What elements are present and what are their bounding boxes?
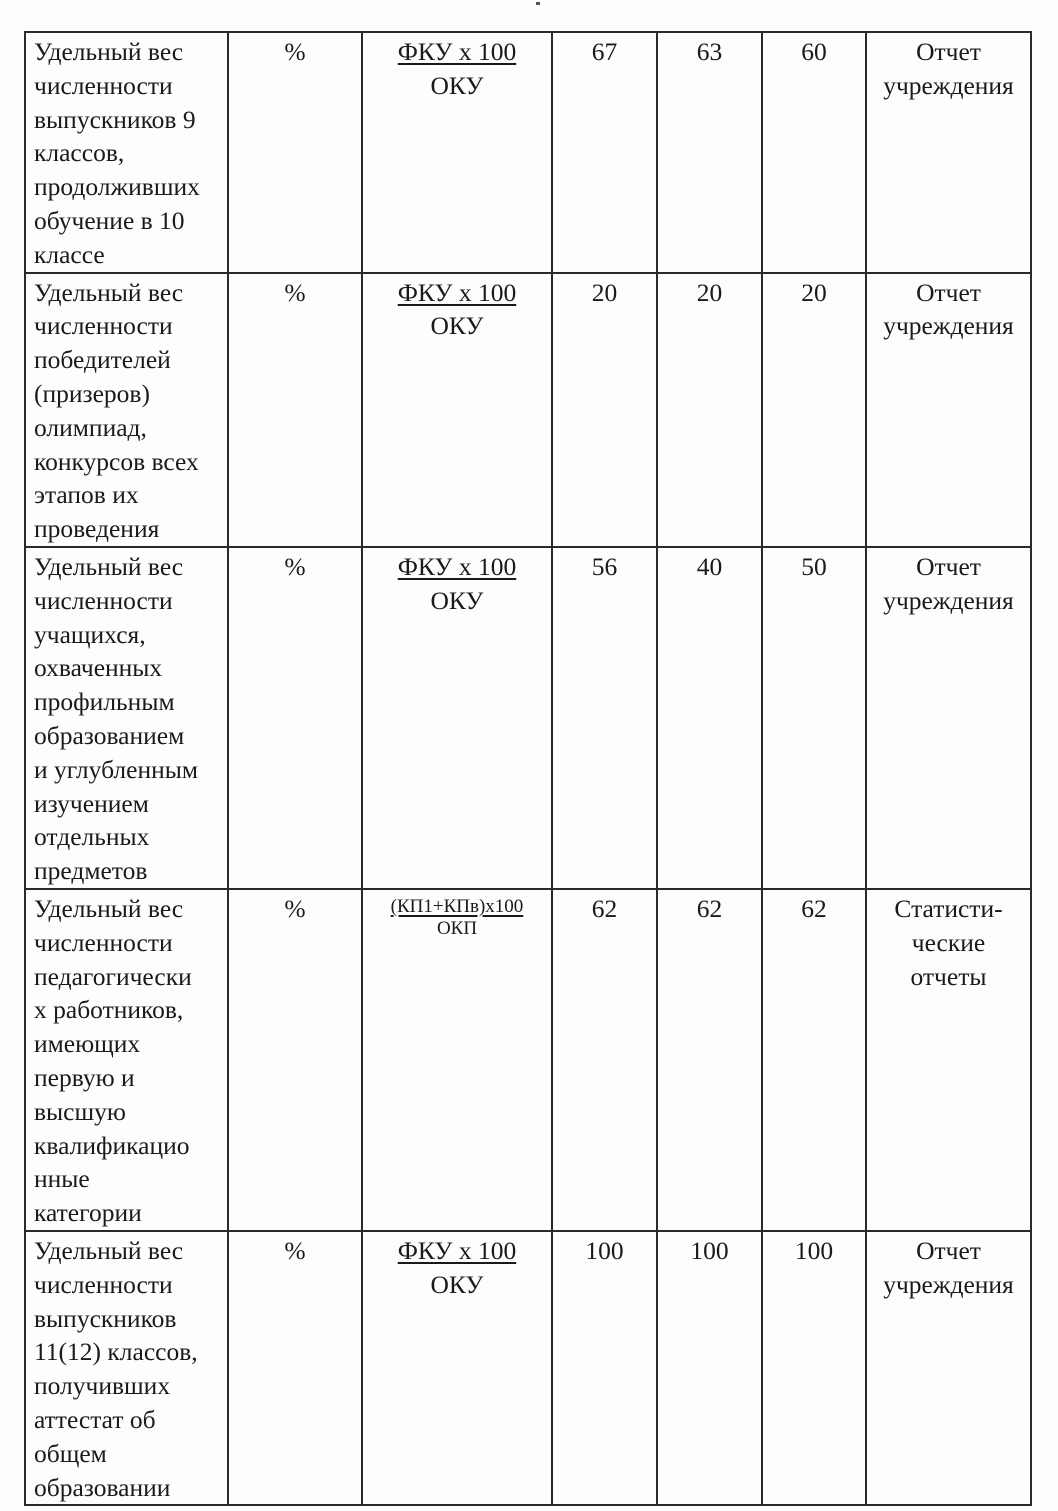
value-cell-2: 20 — [657, 273, 762, 547]
value-cell-1: 100 — [552, 1231, 657, 1505]
formula-denominator: ОКУ — [430, 585, 484, 615]
source-cell: Отчет учреждения — [866, 32, 1031, 273]
source-cell: Статисти- ческие отчеты — [866, 889, 1031, 1231]
value-cell-1: 67 — [552, 32, 657, 273]
table-row — [25, 1231, 1031, 1505]
formula-denominator: ОКП — [436, 917, 478, 939]
formula-cell — [362, 273, 552, 547]
value-cell-1: 62 — [552, 889, 657, 1231]
formula-cell — [362, 1231, 552, 1505]
value-cell-1: 20 — [552, 273, 657, 547]
indicator-name: Удельный вес численности выпускников 11(12) классов, получивших аттестат об общем образовании — [25, 1231, 228, 1505]
value-cell-1: 56 — [552, 547, 657, 889]
unit-cell: % — [228, 547, 362, 889]
value-cell-3: 60 — [762, 32, 866, 273]
formula-numerator: ФКУ х 100 — [397, 277, 517, 307]
value-cell-2: 40 — [657, 547, 762, 889]
source-cell: Отчет учреждения — [866, 1231, 1031, 1505]
formula-cell — [362, 32, 552, 273]
formula-numerator: ФКУ х 100 — [397, 37, 517, 66]
indicator-name: Удельный вес численности педагогически х работников, имеющих первую и высшую квалификацио нные категории — [25, 889, 228, 1231]
formula-cell — [362, 889, 552, 1231]
scan-speck — [536, 2, 540, 5]
unit-cell: % — [228, 1231, 362, 1505]
value-cell-3: 100 — [762, 1231, 866, 1505]
formula-numerator: ФКУ х 100 — [397, 1235, 517, 1265]
value-cell-2: 62 — [657, 889, 762, 1231]
table-row — [25, 32, 1031, 273]
unit-cell: % — [228, 273, 362, 547]
indicator-name: Удельный вес численности победителей (призеров) олимпиад, конкурсов всех этапов их проведения — [25, 273, 228, 547]
table-row — [25, 273, 1031, 547]
formula-numerator: (КП1+КПв)х100 — [390, 895, 524, 917]
formula-denominator: ОКУ — [430, 1269, 484, 1299]
value-cell-3: 20 — [762, 273, 866, 547]
formula-denominator: ОКУ — [430, 70, 484, 100]
indicators-table-body — [24, 31, 1032, 1506]
unit-cell: % — [228, 32, 362, 273]
source-cell: Отчет учреждения — [866, 273, 1031, 547]
value-cell-2: 63 — [657, 32, 762, 273]
unit-cell: % — [228, 889, 362, 1231]
value-cell-3: 62 — [762, 889, 866, 1231]
formula-numerator: ФКУ х 100 — [397, 551, 517, 581]
table-row — [25, 889, 1031, 1231]
value-cell-2: 100 — [657, 1231, 762, 1505]
source-cell: Отчет учреждения — [866, 547, 1031, 889]
value-cell-3: 50 — [762, 547, 866, 889]
table-row — [25, 547, 1031, 889]
formula-cell — [362, 547, 552, 889]
indicator-name: Удельный вес численности учащихся, охваченных профильным образованием и углубленным изучением отдельных предметов — [25, 547, 228, 889]
indicator-name: Удельный вес численности выпускников 9 классов, продолживших обучение в 10 классе — [25, 32, 228, 273]
formula-denominator: ОКУ — [430, 311, 484, 341]
